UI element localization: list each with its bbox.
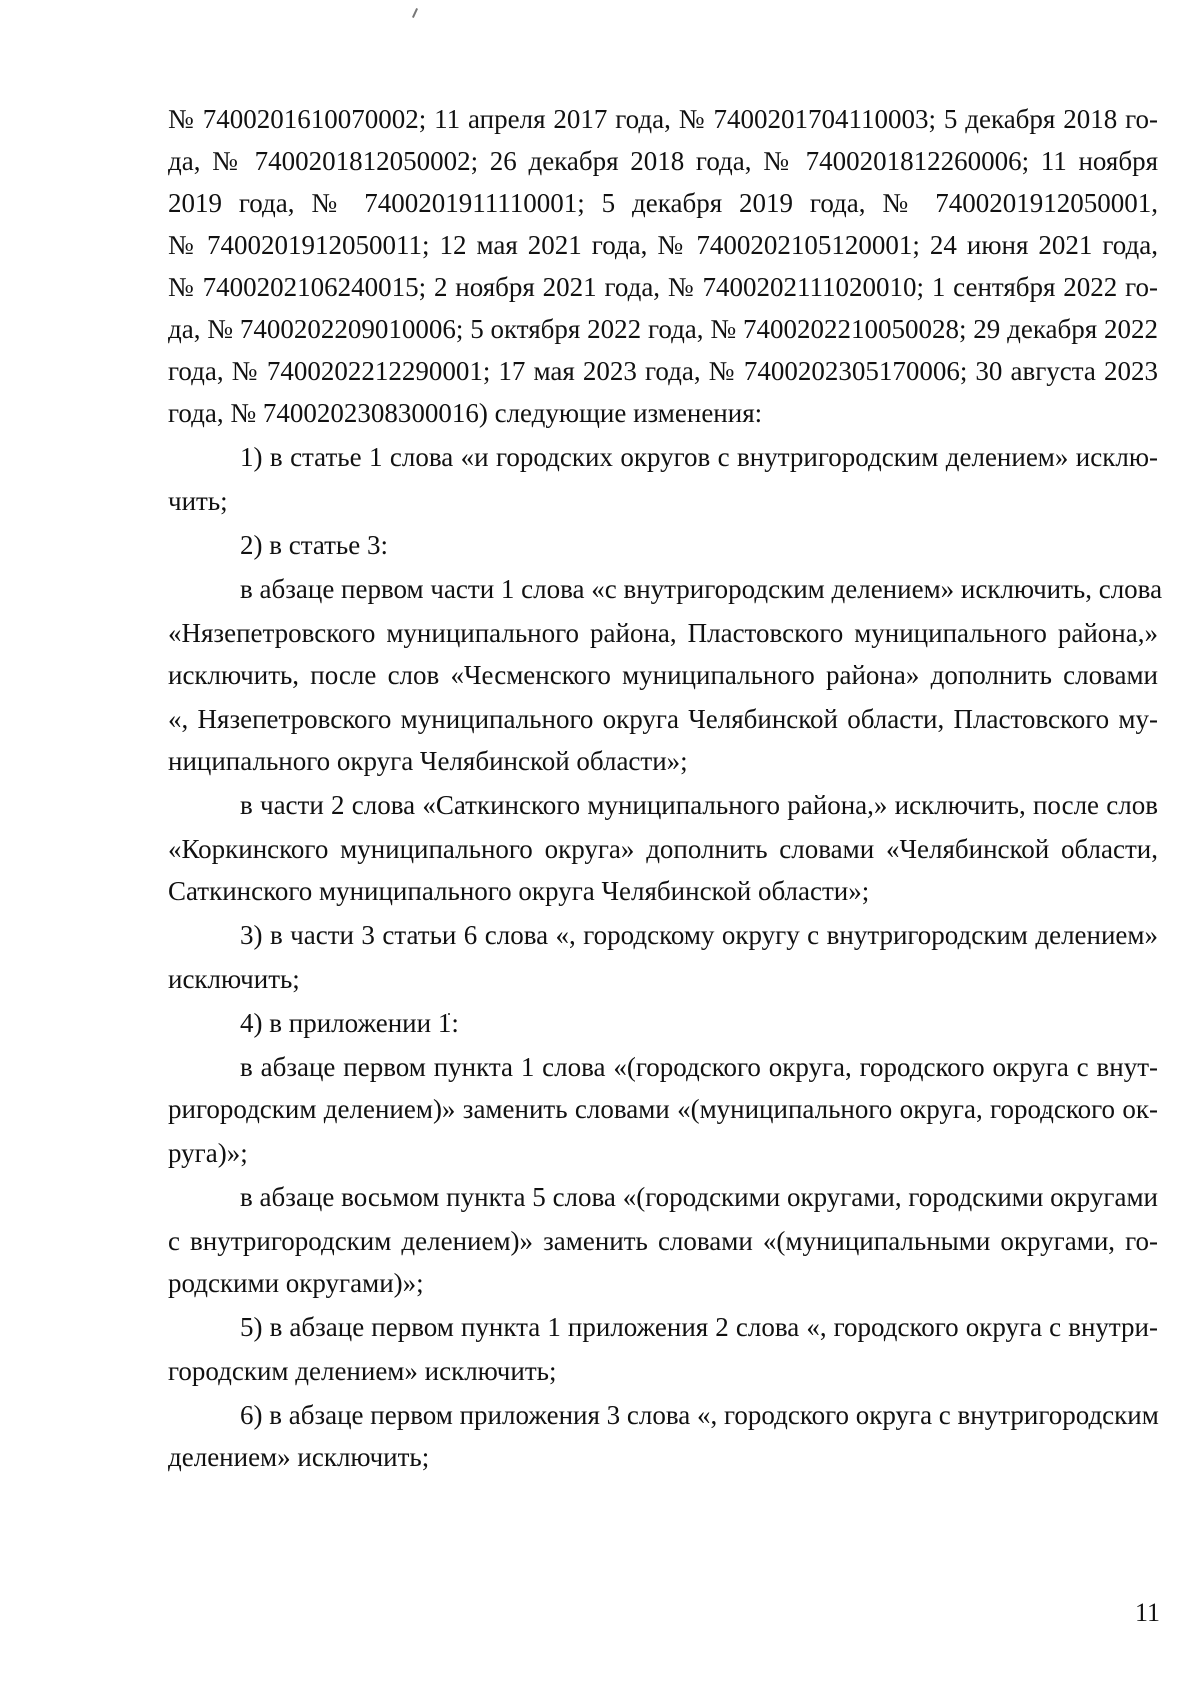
- text-line: исключить, после слов «Чесменского муниципального района» дополнить словами: [168, 660, 1158, 690]
- text-line: в абзаце первом части 1 слова «с внутригородским делением» исключить, слова: [240, 574, 1163, 604]
- text-line: чить;: [168, 486, 228, 516]
- text-line: «, Нязепетровского муниципального округа Челябинской области, Пластовского му-: [168, 704, 1158, 734]
- text-line: № 7400201610070002; 11 апреля 2017 года, № 7400201704110003; 5 декабря 2018 го-: [168, 104, 1158, 134]
- text-line: 1) в статье 1 слова «и городских округов с внутригородским делением» исклю-: [240, 442, 1158, 472]
- text-line: № 7400202106240015; 2 ноября 2021 года, № 7400202111020010; 1 сентября 2022 го-: [168, 272, 1158, 302]
- text-line: в абзаце восьмом пункта 5 слова «(городскими округами, городскими округами: [240, 1182, 1158, 1212]
- text-line: 6) в абзаце первом приложения 3 слова «, городского округа с внутригородским: [240, 1400, 1159, 1430]
- text-line: да, № 7400201812050002; 26 декабря 2018 года, № 7400201812260006; 11 ноября: [168, 146, 1158, 176]
- text-line: Саткинского муниципального округа Челябинской области»;: [168, 876, 870, 906]
- text-line: 2) в статье 3:: [240, 530, 388, 560]
- text-line: родскими округами)»;: [168, 1268, 424, 1298]
- text-line: года, № 7400202308300016) следующие изменения:: [168, 398, 763, 428]
- text-line: 4) в приложении 1:: [240, 1008, 459, 1038]
- scan-artifact: [412, 8, 418, 18]
- text-line: ригородским делением)» заменить словами «(муниципального округа, городского ок-: [168, 1094, 1158, 1124]
- text-line: 3) в части 3 статьи 6 слова «, городскому округу с внутригородским делением»: [240, 920, 1158, 950]
- text-line: в части 2 слова «Саткинского муниципального района,» исключить, после слов: [240, 790, 1158, 820]
- page-number: 11: [1134, 1598, 1160, 1627]
- text-line: руга)»;: [168, 1138, 248, 1168]
- text-line: в абзаце первом пункта 1 слова «(городского округа, городского округа с внут-: [240, 1052, 1158, 1082]
- text-line: года, № 7400202212290001; 17 мая 2023 года, № 7400202305170006; 30 августа 2023: [168, 356, 1158, 386]
- text-line: 5) в абзаце первом пункта 1 приложения 2 слова «, городского округа с внутри-: [240, 1312, 1158, 1342]
- text-line: исключить;: [168, 964, 300, 994]
- text-line: да, № 7400202209010006; 5 октября 2022 года, № 7400202210050028; 29 декабря 2022: [168, 314, 1158, 344]
- text-line: «Коркинского муниципального округа» дополнить словами «Челябинской области,: [168, 834, 1158, 864]
- text-line: «Нязепетровского муниципального района, Пластовского муниципального района,»: [168, 618, 1158, 648]
- text-line: делением» исключить;: [168, 1442, 430, 1472]
- text-line: ниципального округа Челябинской области»;: [168, 746, 688, 776]
- text-line: городским делением» исключить;: [168, 1356, 557, 1386]
- text-line: 2019 года, № 7400201911110001; 5 декабря 2019 года, № 7400201912050001,: [168, 188, 1158, 218]
- text-line: с внутригородским делением)» заменить словами «(муниципальными округами, го-: [168, 1226, 1158, 1256]
- text-line: № 7400201912050011; 12 мая 2021 года, № 7400202105120001; 24 июня 2021 года,: [168, 230, 1158, 260]
